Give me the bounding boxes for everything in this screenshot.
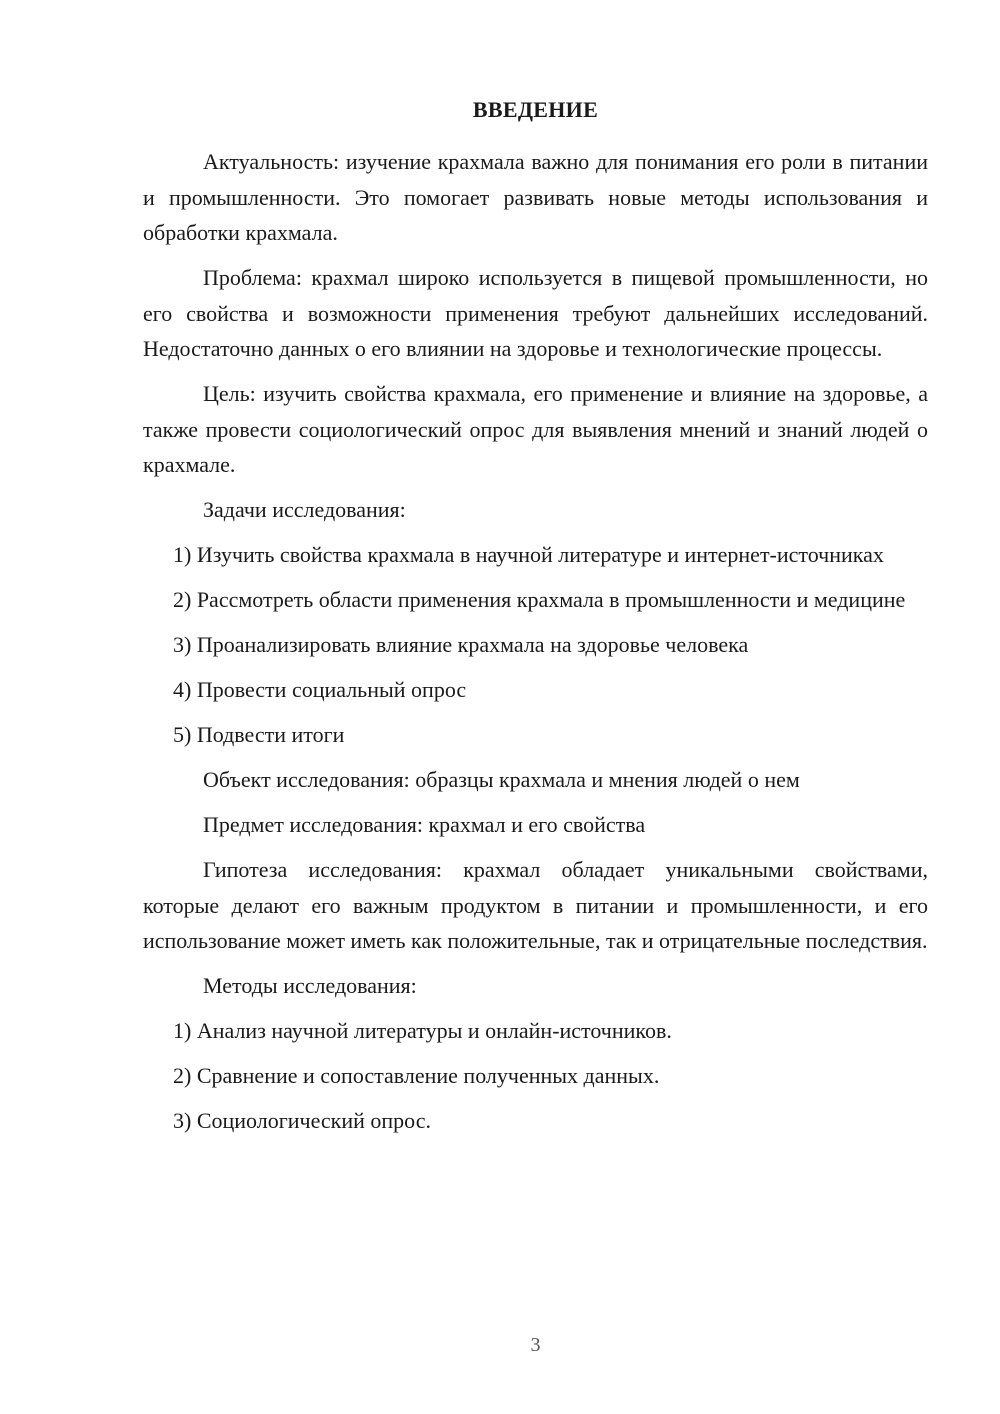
hypothesis-paragraph: Гипотеза исследования: крахмал обладает уникальными свойствами, которые делают его важным продуктом в питании и промышленности, и его использование может иметь как положительные, так и отрицательные последствия. (143, 857, 928, 953)
task-item: 5) Подвести итоги (173, 722, 345, 747)
subject-paragraph: Предмет исследования: крахмал и его свойства (203, 812, 646, 837)
method-item: 1) Анализ научной литературы и онлайн-источников. (173, 1018, 672, 1043)
goal-paragraph: Цель: изучить свойства крахмала, его применение и влияние на здоровье, а также провести социологический опрос для выявления мнений и знаний людей о крахмале. (143, 381, 928, 477)
task-item: 4) Провести социальный опрос (173, 677, 467, 702)
problem-paragraph: Проблема: крахмал широко используется в пищевой промышленности, но его свойства и возможности применения требуют дальнейших исследований. Недостаточно данных о его влиянии на здоровье и технологические процессы. (143, 265, 928, 361)
section-title: ВВЕДЕНИЕ (472, 97, 599, 122)
task-item: 3) Проанализировать влияние крахмала на здоровье человека (173, 632, 749, 657)
method-item: 3) Социологический опрос. (173, 1108, 431, 1133)
document-page (143, 0, 928, 1414)
task-item: 2) Рассмотреть области применения крахмала в промышленности и медицине (173, 587, 906, 612)
object-paragraph: Объект исследования: образцы крахмала и мнения людей о нем (203, 767, 800, 792)
task-item: 1) Изучить свойства крахмала в научной литературе и интернет-источниках (173, 542, 884, 567)
relevance-paragraph: Актуальность: изучение крахмала важно для понимания его роли в питании и промышленности. Это помогает развивать новые методы использования и обработки крахмала. (143, 149, 928, 245)
document-body (143, 144, 928, 1148)
tasks-heading: Задачи исследования: (203, 497, 406, 522)
page-number: 3 (530, 1334, 541, 1356)
method-item: 2) Сравнение и сопоставление полученных данных. (173, 1063, 660, 1088)
methods-heading: Методы исследования: (203, 973, 417, 998)
